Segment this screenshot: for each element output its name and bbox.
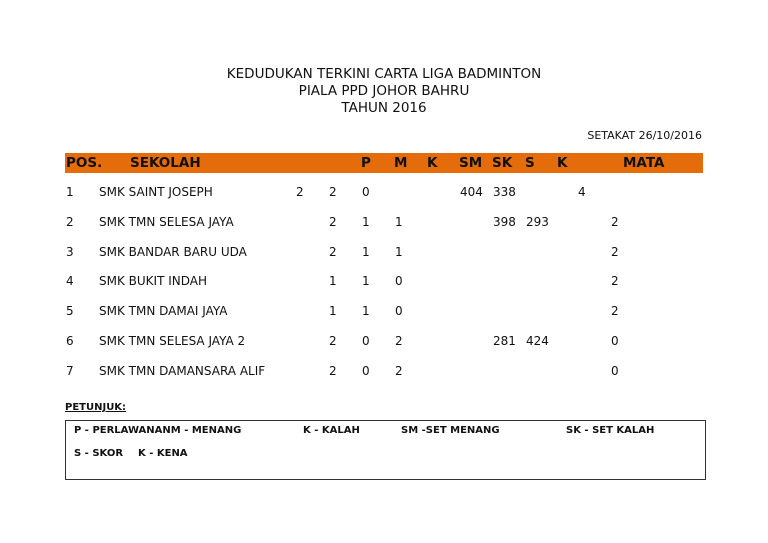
cell-d: 0 (395, 304, 403, 318)
cell-d: 0 (395, 274, 403, 288)
cell-h: 2 (611, 304, 619, 318)
cell-g: 4 (578, 185, 586, 199)
cell-school: SMK TMN SELESA JAYA 2 (99, 334, 246, 348)
header-sm: SM (459, 155, 483, 171)
cell-pos: 1 (66, 185, 74, 199)
legend-title: PETUNJUK: (65, 402, 127, 413)
table-header (65, 153, 703, 173)
cell-b: 2 (329, 245, 337, 259)
header-mata: MATA (623, 155, 665, 171)
cell-school: SMK TMN DAMANSARA ALIF (99, 364, 266, 378)
title-line-3: TAHUN 2016 (341, 100, 427, 116)
cell-c: 0 (362, 185, 370, 199)
date-label: SETAKAT 26/10/2016 (587, 129, 702, 142)
cell-c: 1 (362, 304, 370, 318)
cell-d: 2 (395, 334, 403, 348)
cell-d: 1 (395, 245, 403, 259)
cell-c: 1 (362, 215, 370, 229)
cell-pos: 4 (66, 274, 74, 288)
header-sk: SK (492, 155, 513, 171)
legend-s: S - SKOR (74, 448, 124, 459)
cell-school: SMK TMN SELESA JAYA (99, 215, 234, 229)
cell-b: 2 (329, 334, 337, 348)
cell-pos: 5 (66, 304, 74, 318)
cell-pos: 3 (66, 245, 74, 259)
cell-c: 0 (362, 364, 370, 378)
cell-h: 2 (611, 274, 619, 288)
cell-d: 1 (395, 215, 403, 229)
cell-f: 338 (493, 185, 516, 199)
header-pos: POS. (66, 155, 103, 171)
header-k2: K (557, 155, 568, 171)
header-s: S (525, 155, 535, 171)
legend-kena: K - KENA (138, 448, 188, 459)
cell-pos: 6 (66, 334, 74, 348)
cell-c: 0 (362, 334, 370, 348)
cell-e: 404 (460, 185, 483, 199)
cell-h: 2 (611, 215, 619, 229)
cell-school: SMK BANDAR BARU UDA (99, 245, 247, 259)
header-sekolah: SEKOLAH (130, 155, 201, 171)
cell-f: 281 (493, 334, 516, 348)
cell-b: 2 (329, 185, 337, 199)
cell-h: 2 (611, 245, 619, 259)
legend-sm: SM -SET MENANG (401, 425, 500, 436)
cell-g: 424 (526, 334, 549, 348)
header-p: P (361, 155, 371, 171)
cell-h: 0 (611, 334, 619, 348)
cell-c: 1 (362, 274, 370, 288)
cell-b: 1 (329, 274, 337, 288)
cell-c: 1 (362, 245, 370, 259)
cell-b: 1 (329, 304, 337, 318)
cell-d: 2 (395, 364, 403, 378)
header-k: K (427, 155, 438, 171)
legend-k: K - KALAH (303, 425, 360, 436)
cell-f: 398 (493, 215, 516, 229)
cell-b: 2 (329, 364, 337, 378)
cell-b: 2 (329, 215, 337, 229)
cell-pos: 2 (66, 215, 74, 229)
cell-pos: 7 (66, 364, 74, 378)
legend-box (65, 420, 706, 480)
legend-p: P - PERLAWANANM - MENANG (74, 425, 242, 436)
title-line-2: PIALA PPD JOHOR BAHRU (298, 83, 470, 99)
header-m: M (394, 155, 408, 171)
cell-a: 2 (296, 185, 304, 199)
title-line-1: KEDUDUKAN TERKINI CARTA LIGA BADMINTON (226, 66, 542, 82)
cell-school: SMK BUKIT INDAH (99, 274, 207, 288)
cell-school: SMK SAINT JOSEPH (99, 185, 213, 199)
cell-h: 0 (611, 364, 619, 378)
legend-sk: SK - SET KALAH (566, 425, 655, 436)
cell-g: 293 (526, 215, 549, 229)
cell-school: SMK TMN DAMAI JAYA (99, 304, 228, 318)
